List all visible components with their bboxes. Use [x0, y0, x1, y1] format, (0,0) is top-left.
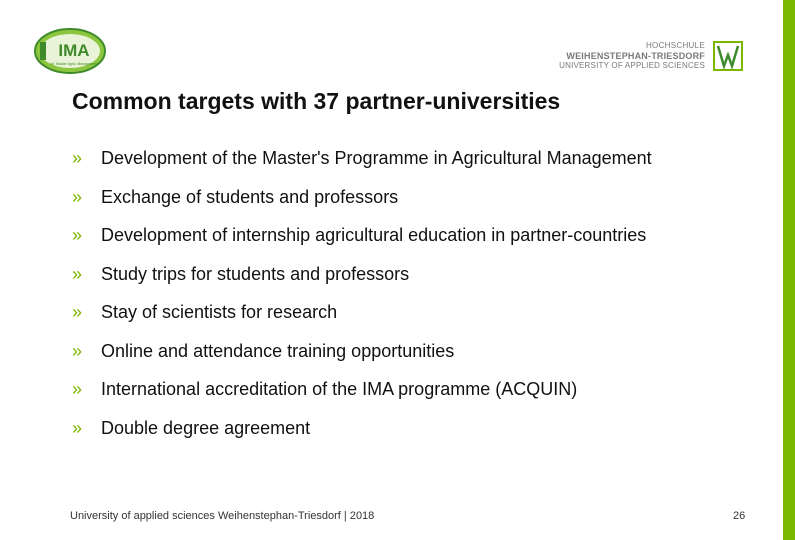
list-item [72, 379, 652, 418]
bullet-text: Double degree agreement [101, 417, 311, 438]
ima-logo-text: IMA [58, 41, 90, 60]
list-item [72, 341, 652, 380]
bullet-text: Development of internship agricultural education in partner-countries [101, 225, 647, 245]
ima-logo-tagline: Int. Master Agric. Management [50, 62, 98, 66]
bullet-marker: » [72, 186, 83, 207]
bullet-list [72, 148, 652, 456]
list-item [72, 187, 652, 226]
bullet-text: Study trips for students and professors [101, 263, 410, 284]
list-item [72, 302, 652, 341]
bullet-marker: » [72, 302, 83, 322]
bullet-text: Stay of scientists for research [101, 302, 338, 322]
hswt-line1: HOCHSCHULE [645, 41, 705, 50]
bullet-marker: » [72, 379, 83, 399]
bullet-marker: » [72, 148, 83, 168]
bullet-text: Development of the Master's Programme in Agricultural Management [101, 148, 652, 168]
list-item [72, 418, 652, 457]
slide-title: Common targets with 37 partner-universities [72, 88, 561, 114]
footer-text: University of applied sciences Weihenstephan-Triesdorf | 2018 [70, 510, 375, 522]
bullet-marker: » [72, 417, 83, 438]
hswt-logo-text [559, 41, 705, 71]
hswt-emblem-icon [713, 41, 743, 71]
hswt-line3: UNIVERSITY OF APPLIED SCIENCES [559, 61, 705, 70]
list-item [72, 264, 652, 303]
bullet-marker: » [72, 340, 83, 361]
list-item [72, 148, 652, 187]
bullet-text: Exchange of students and professors [101, 186, 399, 207]
bullet-text: International accreditation of the IMA programme (ACQUIN) [101, 379, 578, 399]
bullet-text: Online and attendance training opportunities [101, 340, 455, 361]
list-item [72, 225, 652, 264]
bullet-marker: » [72, 263, 83, 284]
accent-side-bar [783, 0, 795, 540]
bullet-marker: » [72, 225, 83, 245]
ima-logo [34, 28, 106, 74]
hswt-logo [559, 38, 743, 74]
page-number: 26 [733, 510, 746, 522]
hswt-line2: WEIHENSTEPHAN-TRIESDORF [566, 51, 705, 61]
